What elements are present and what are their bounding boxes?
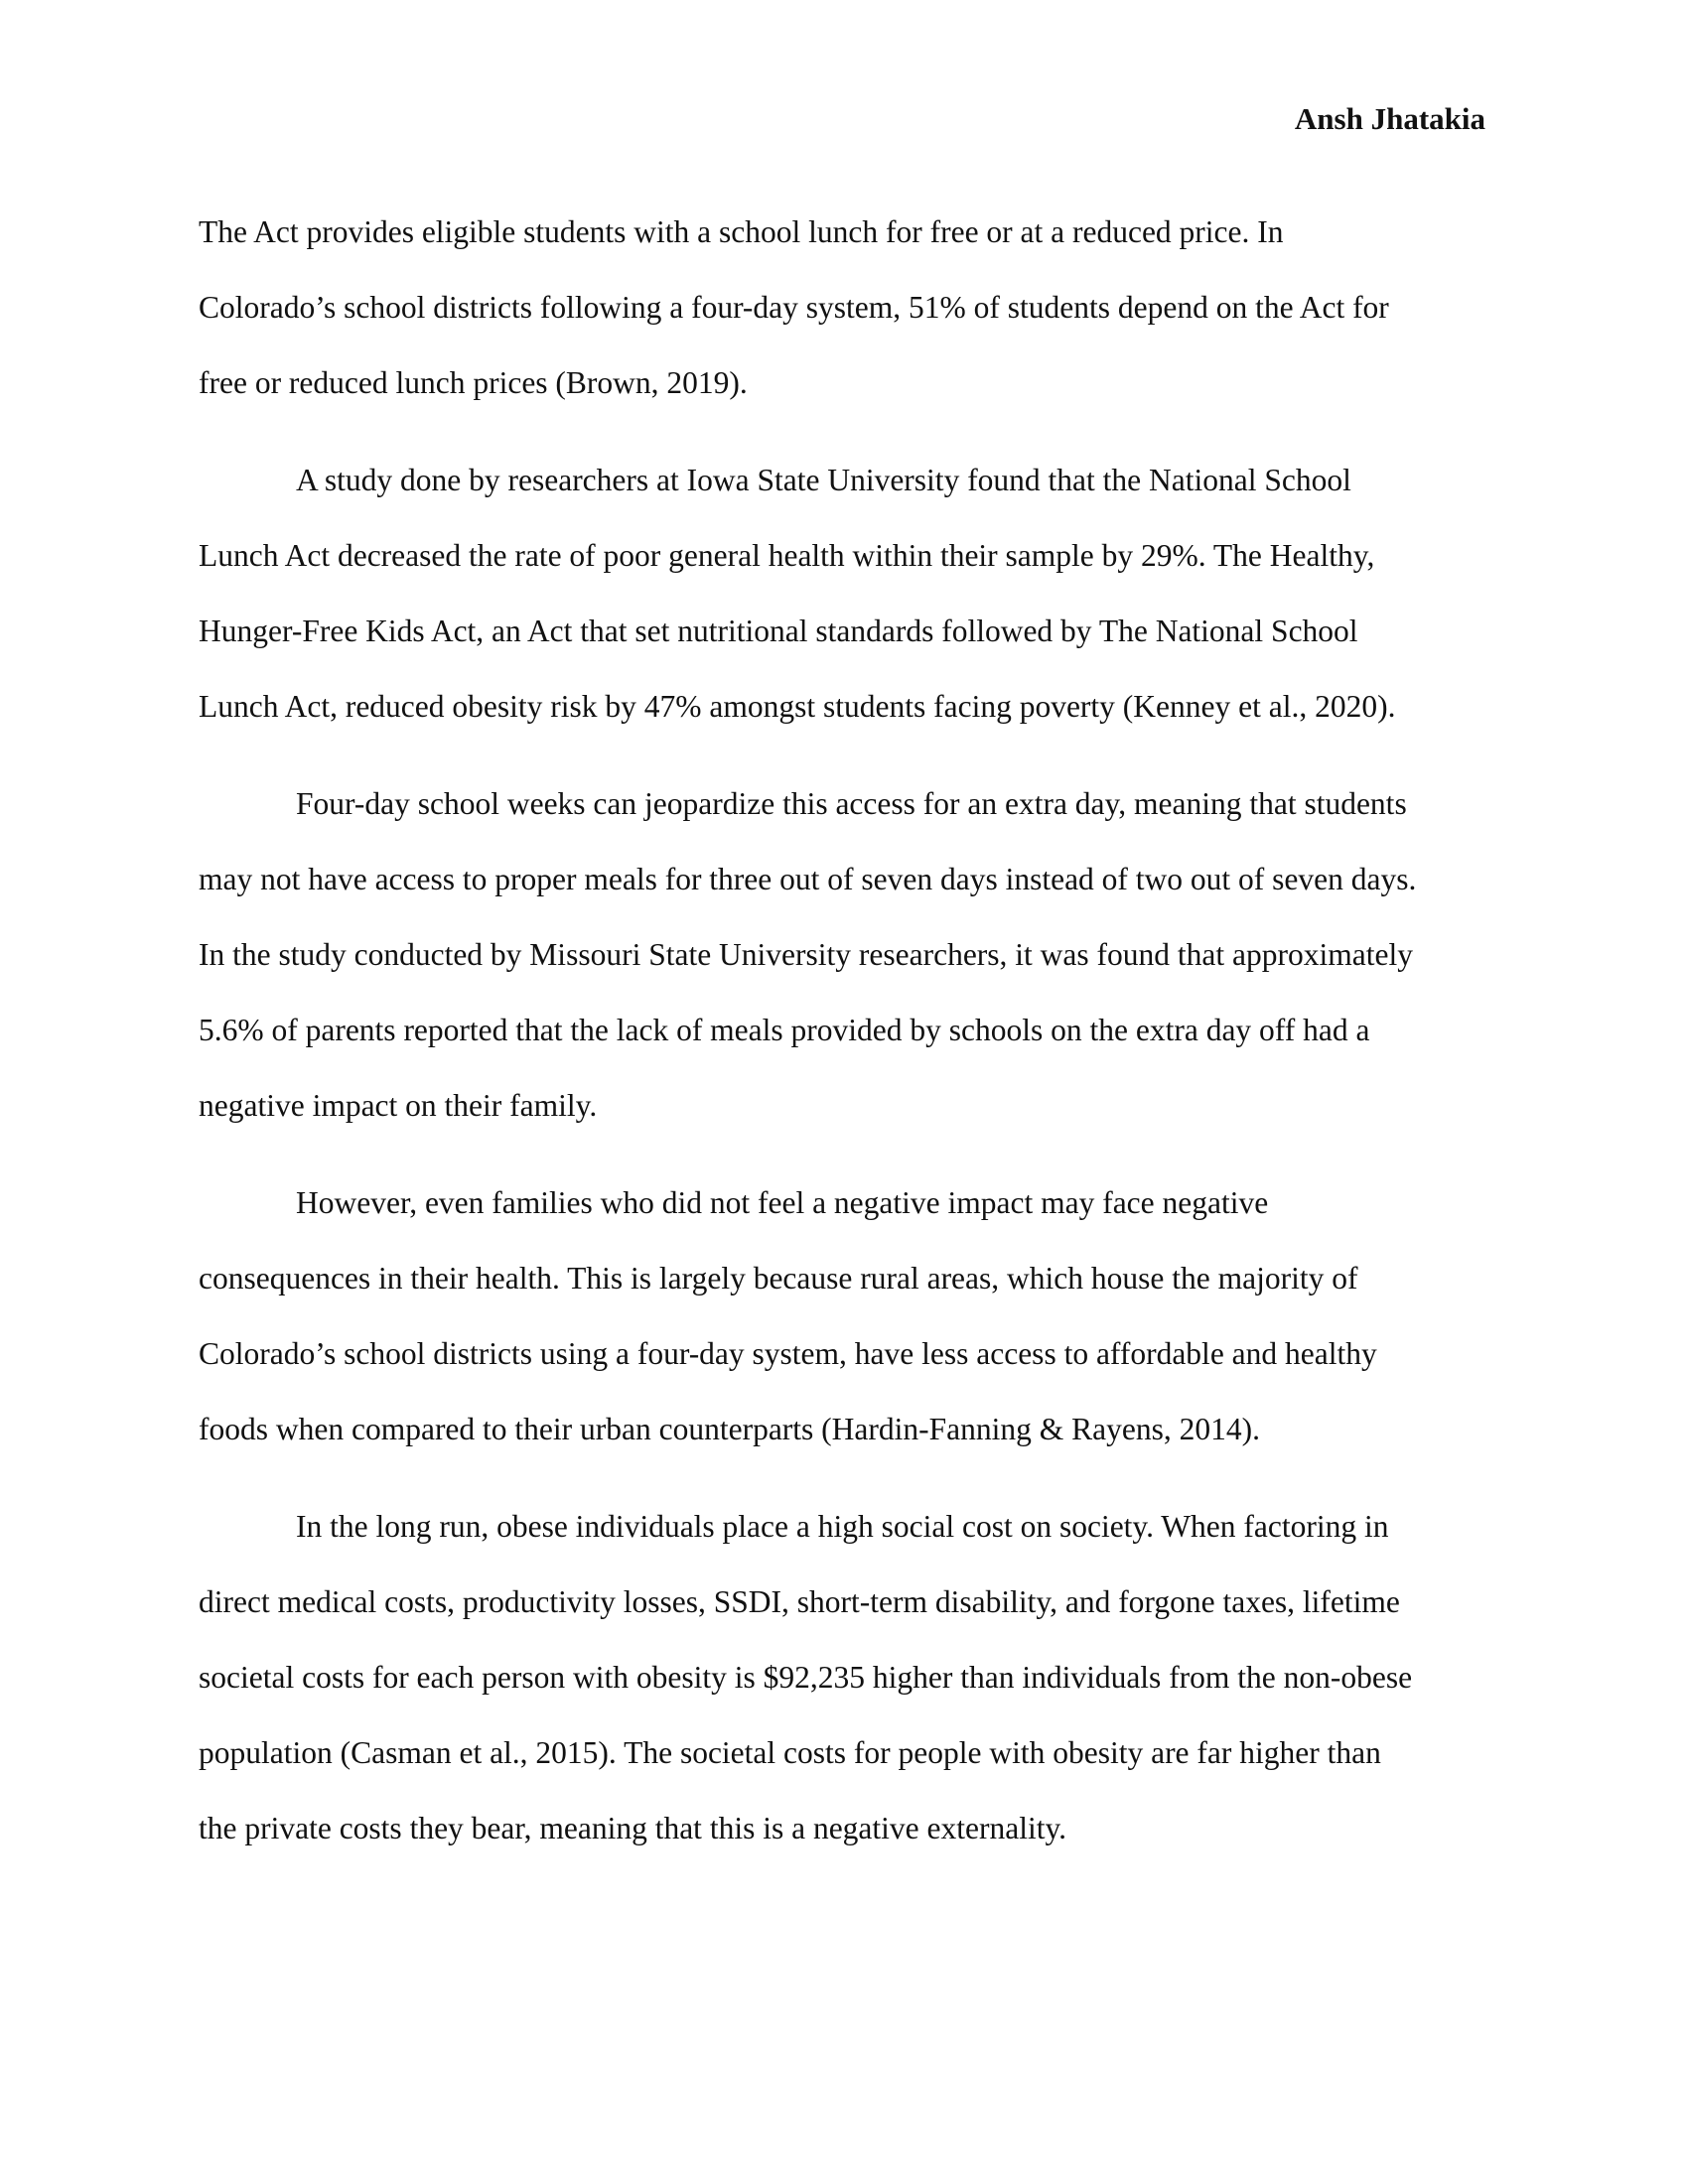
text-line: In the study conducted by Missouri State University researchers, it was found that approximately (199, 937, 1413, 972)
text-line: Four-day school weeks can jeopardize this access for an extra day, meaning that students (296, 786, 1407, 821)
document-body (199, 195, 1489, 1888)
text-line: may not have access to proper meals for three out of seven days instead of two out of seven days. (199, 862, 1417, 896)
text-line: Hunger-Free Kids Act, an Act that set nutritional standards followed by The National School (199, 614, 1358, 648)
text-line: population (Casman et al., 2015). The societal costs for people with obesity are far higher than (199, 1735, 1381, 1770)
text-line: In the long run, obese individuals place a high social cost on society. When factoring in (296, 1509, 1389, 1544)
author-header: Ansh Jhatakia (1294, 101, 1485, 136)
text-line: Colorado’s school districts using a four-day system, have less access to affordable and healthy (199, 1336, 1377, 1371)
text-line: However, even families who did not feel a negative impact may face negative (296, 1185, 1269, 1220)
text-line: A study done by researchers at Iowa State University found that the National School (296, 463, 1351, 497)
text-line: consequences in their health. This is largely because rural areas, which house the majority of (199, 1261, 1358, 1296)
text-line: Lunch Act decreased the rate of poor general health within their sample by 29%. The Healthy, (199, 538, 1375, 573)
paragraph-social-cost (199, 1489, 1489, 1866)
paragraph-four-day-weeks (199, 766, 1489, 1144)
paragraph-rural-access (199, 1165, 1489, 1467)
paragraph-school-lunch-act (199, 195, 1489, 421)
paragraph-iowa-study (199, 443, 1489, 745)
text-line: the private costs they bear, meaning that this is a negative externality. (199, 1811, 1067, 1845)
text-line: foods when compared to their urban counterparts (Hardin-Fanning & Rayens, 2014). (199, 1412, 1260, 1446)
text-line: Lunch Act, reduced obesity risk by 47% amongst students facing poverty (Kenney et al., 2020). (199, 689, 1396, 724)
text-line: negative impact on their family. (199, 1088, 598, 1123)
text-line: direct medical costs, productivity losses, SSDI, short-term disability, and forgone taxes, lifetime (199, 1584, 1400, 1619)
text-line: 5.6% of parents reported that the lack of meals provided by schools on the extra day off had a (199, 1013, 1370, 1047)
text-line: societal costs for each person with obesity is $92,235 higher than individuals from the non-obese (199, 1660, 1413, 1695)
text-line: The Act provides eligible students with a school lunch for free or at a reduced price. In (199, 214, 1284, 249)
text-line: Colorado’s school districts following a four-day system, 51% of students depend on the Act for (199, 290, 1389, 325)
text-line: free or reduced lunch prices (Brown, 2019). (199, 365, 748, 400)
